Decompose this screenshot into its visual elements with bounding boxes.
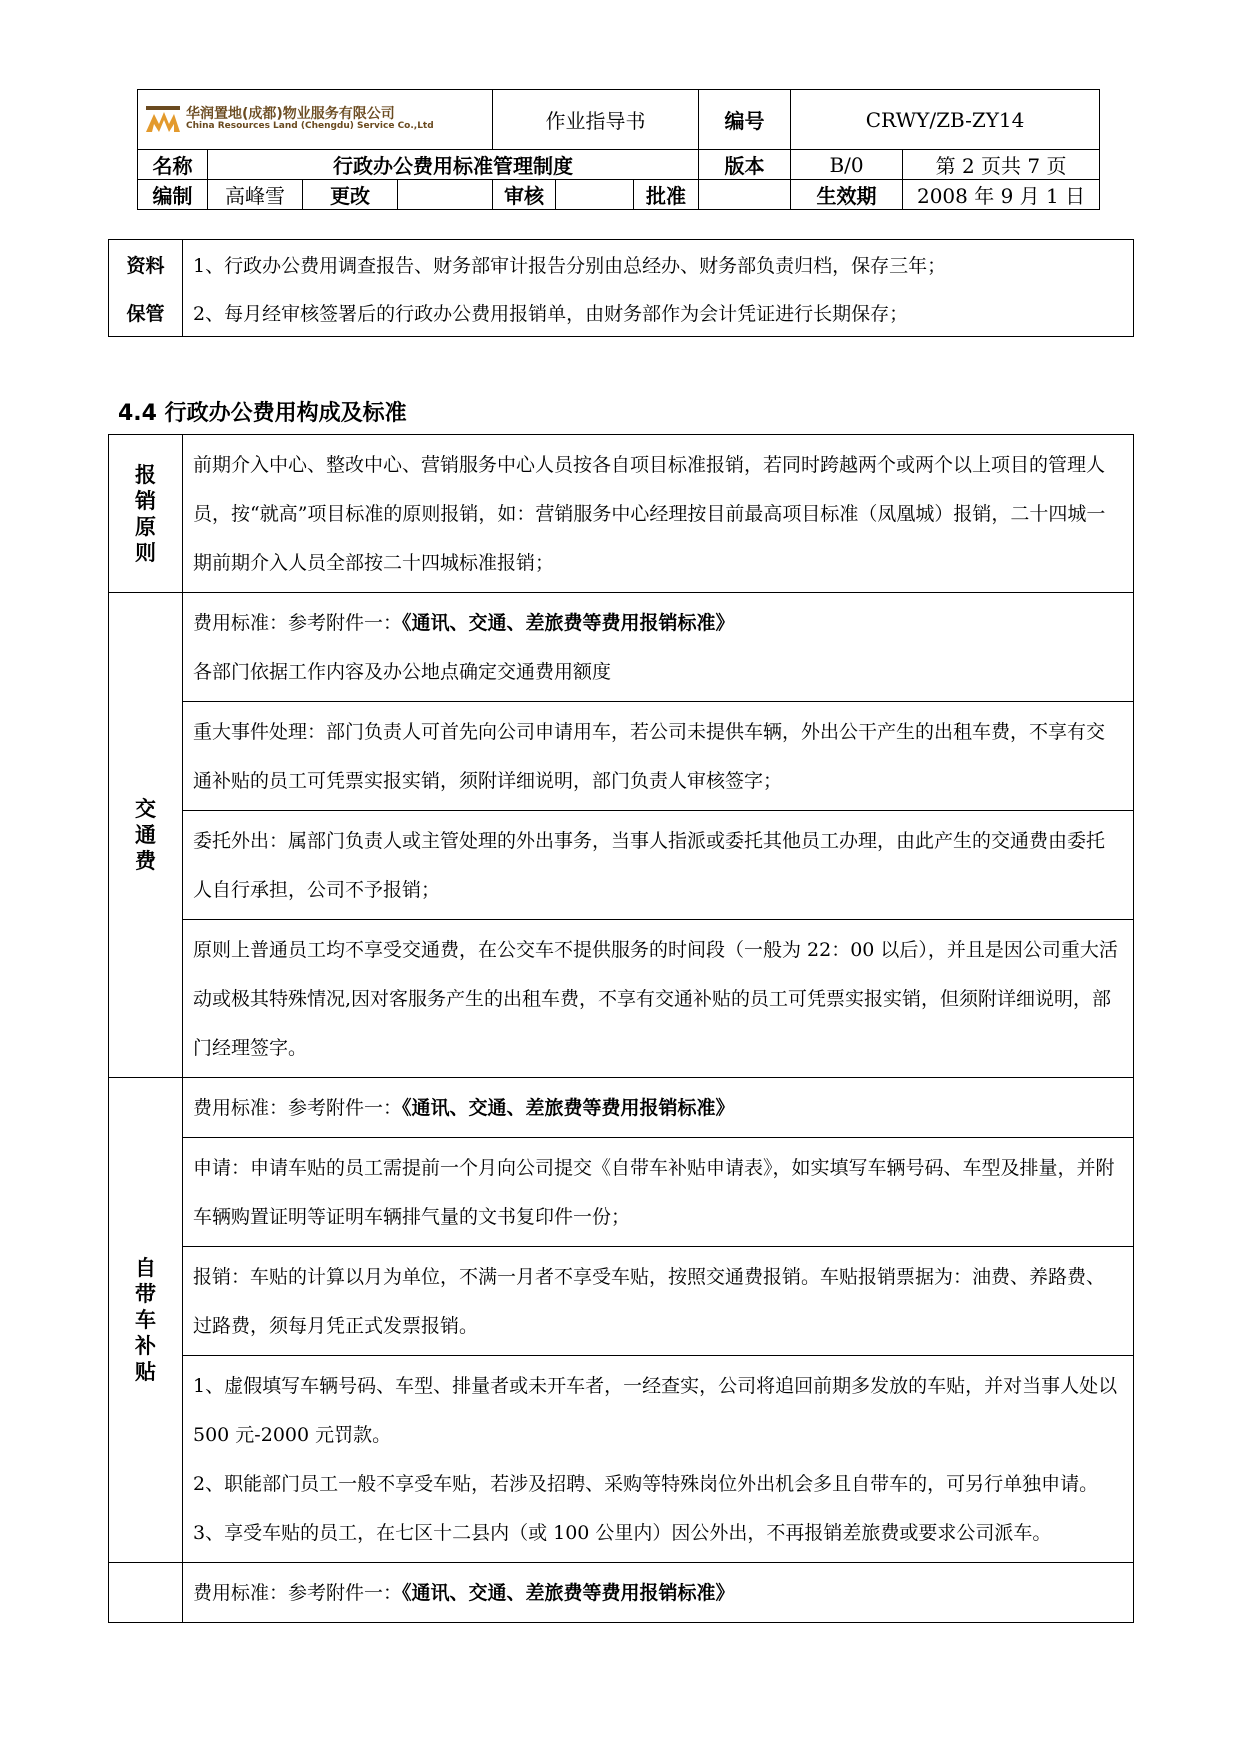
name-value: 行政办公费用标准管理制度 — [208, 150, 699, 180]
transport-standard — [183, 593, 1134, 702]
car-rule-2: 2、职能部门员工一般不享受车贴，若涉及招聘、采购等特殊岗位外出机会多且自带车的，可另行单独申请。 — [193, 1473, 1099, 1495]
doc-type: 作业指导书 — [493, 90, 699, 150]
transport-major-event: 重大事件处理：部门负责人可首先向公司申请用车，若公司未提供车辆，外出公干产生的出租车费，不享有交通补贴的员工可凭票实报实销，须附详细说明，部门负责人审核签字； — [183, 702, 1134, 811]
document-header-table — [137, 89, 1100, 210]
archive-table — [108, 239, 1134, 337]
archive-label-1: 资料 — [109, 240, 183, 289]
section-title: 4.4 行政办公费用构成及标准 — [118, 401, 407, 426]
company-logo-cell — [138, 90, 493, 150]
company-name-en: China Resources Land (Chengdu) Service Co.,Ltd — [186, 121, 434, 132]
review-label: 审核 — [493, 180, 556, 210]
car-rules — [183, 1356, 1134, 1563]
version-value: B/0 — [791, 150, 903, 180]
car-rule-1: 1、虚假填写车辆号码、车型、排量者或未开车者，一经查实，公司将追回前期多发放的车贴，并对当事人处以 500 元-2000 元罚款。 — [193, 1375, 1118, 1446]
archive-label-2: 保管 — [109, 288, 183, 337]
transport-principle: 原则上普通员工均不享受交通费，在公交车不提供服务的时间段（一般为 22：00 以后），并且是因公司重大活动或极其特殊情况,因对客服务产生的出租车费，不享有交通补贴的员工可凭票实报实销，但须附详细说明，部门经理签字。 — [183, 920, 1134, 1078]
approve-value — [699, 180, 791, 210]
car-reimburse: 报销：车贴的计算以月为单位，不满一月者不享受车贴，按照交通费报销。车贴报销票据为：油费、养路费、过路费，须每月凭正式发票报销。 — [183, 1247, 1134, 1356]
approve-label: 批准 — [634, 180, 699, 210]
code-label: 编号 — [699, 90, 791, 150]
transport-standard-line — [193, 599, 1123, 648]
transport-delegate: 委托外出：属部门负责人或主管处理的外出事务，当事人指派或委托其他员工办理，由此产生的交通费由委托人自行承担，公司不予报销； — [183, 811, 1134, 920]
car-apply: 申请：申请车贴的员工需提前一个月向公司提交《自带车补贴申请表》，如实填写车辆号码、车型及排量，并附车辆购置证明等证明车辆排气量的文书复印件一份； — [183, 1138, 1134, 1247]
company-logo-icon — [146, 106, 180, 134]
expense-standards-table — [108, 434, 1134, 1623]
car-allowance-label-text: 自带车补贴 — [135, 1256, 156, 1384]
code-value: CRWY/ZB-ZY14 — [791, 90, 1100, 150]
page-info: 第 2 页共 7 页 — [903, 150, 1100, 180]
review-value — [556, 180, 634, 210]
editor-label: 编制 — [138, 180, 208, 210]
last-standard — [183, 1563, 1134, 1623]
last-label — [109, 1563, 183, 1623]
principle-label — [109, 435, 183, 593]
principle-label-text: 报销原则 — [135, 462, 156, 565]
effective-value: 2008 年 9 月 1 日 — [903, 180, 1100, 210]
company-name-cn: 华润置地(成都)物业服务有限公司 — [186, 105, 395, 122]
transport-standard-prefix: 费用标准：参考附件一： — [193, 612, 403, 634]
change-value — [398, 180, 493, 210]
effective-label: 生效期 — [791, 180, 903, 210]
car-standard — [183, 1078, 1134, 1138]
transport-standard-doc: 《通讯、交通、差旅费等费用报销标准》 — [402, 612, 735, 634]
archive-line-2: 2、每月经审核签署后的行政办公费用报销单，由财务部作为会计凭证进行长期保存； — [183, 288, 1134, 337]
car-rule-3: 3、享受车贴的员工，在七区十二县内（或 100 公里内）因公外出，不再报销差旅费或要求公司派车。 — [193, 1522, 1052, 1544]
last-standard-doc: 《通讯、交通、差旅费等费用报销标准》 — [402, 1582, 735, 1604]
change-label: 更改 — [303, 180, 398, 210]
principle-text: 前期介入中心、整改中心、营销服务中心人员按各自项目标准报销，若同时跨越两个或两个以上项目的管理人员，按“就高”项目标准的原则报销，如：营销服务中心经理按目前最高项目标准（凤凰城）报销，二十四城一期前期介入人员全部按二十四城标准报销； — [183, 435, 1134, 593]
editor-value: 高峰雪 — [208, 180, 303, 210]
car-standard-prefix: 费用标准：参考附件一： — [193, 1097, 403, 1119]
car-allowance-label — [109, 1078, 183, 1563]
transport-label-text: 交通费 — [135, 797, 156, 873]
name-label: 名称 — [138, 150, 208, 180]
archive-line-1: 1、行政办公费用调查报告、财务部审计报告分别由总经办、财务部负责归档，保存三年； — [183, 240, 1134, 289]
transport-label — [109, 593, 183, 1078]
transport-standard-line2: 各部门依据工作内容及办公地点确定交通费用额度 — [193, 661, 612, 683]
car-standard-doc: 《通讯、交通、差旅费等费用报销标准》 — [402, 1097, 735, 1119]
version-label: 版本 — [699, 150, 791, 180]
last-standard-prefix: 费用标准：参考附件一： — [193, 1582, 403, 1604]
